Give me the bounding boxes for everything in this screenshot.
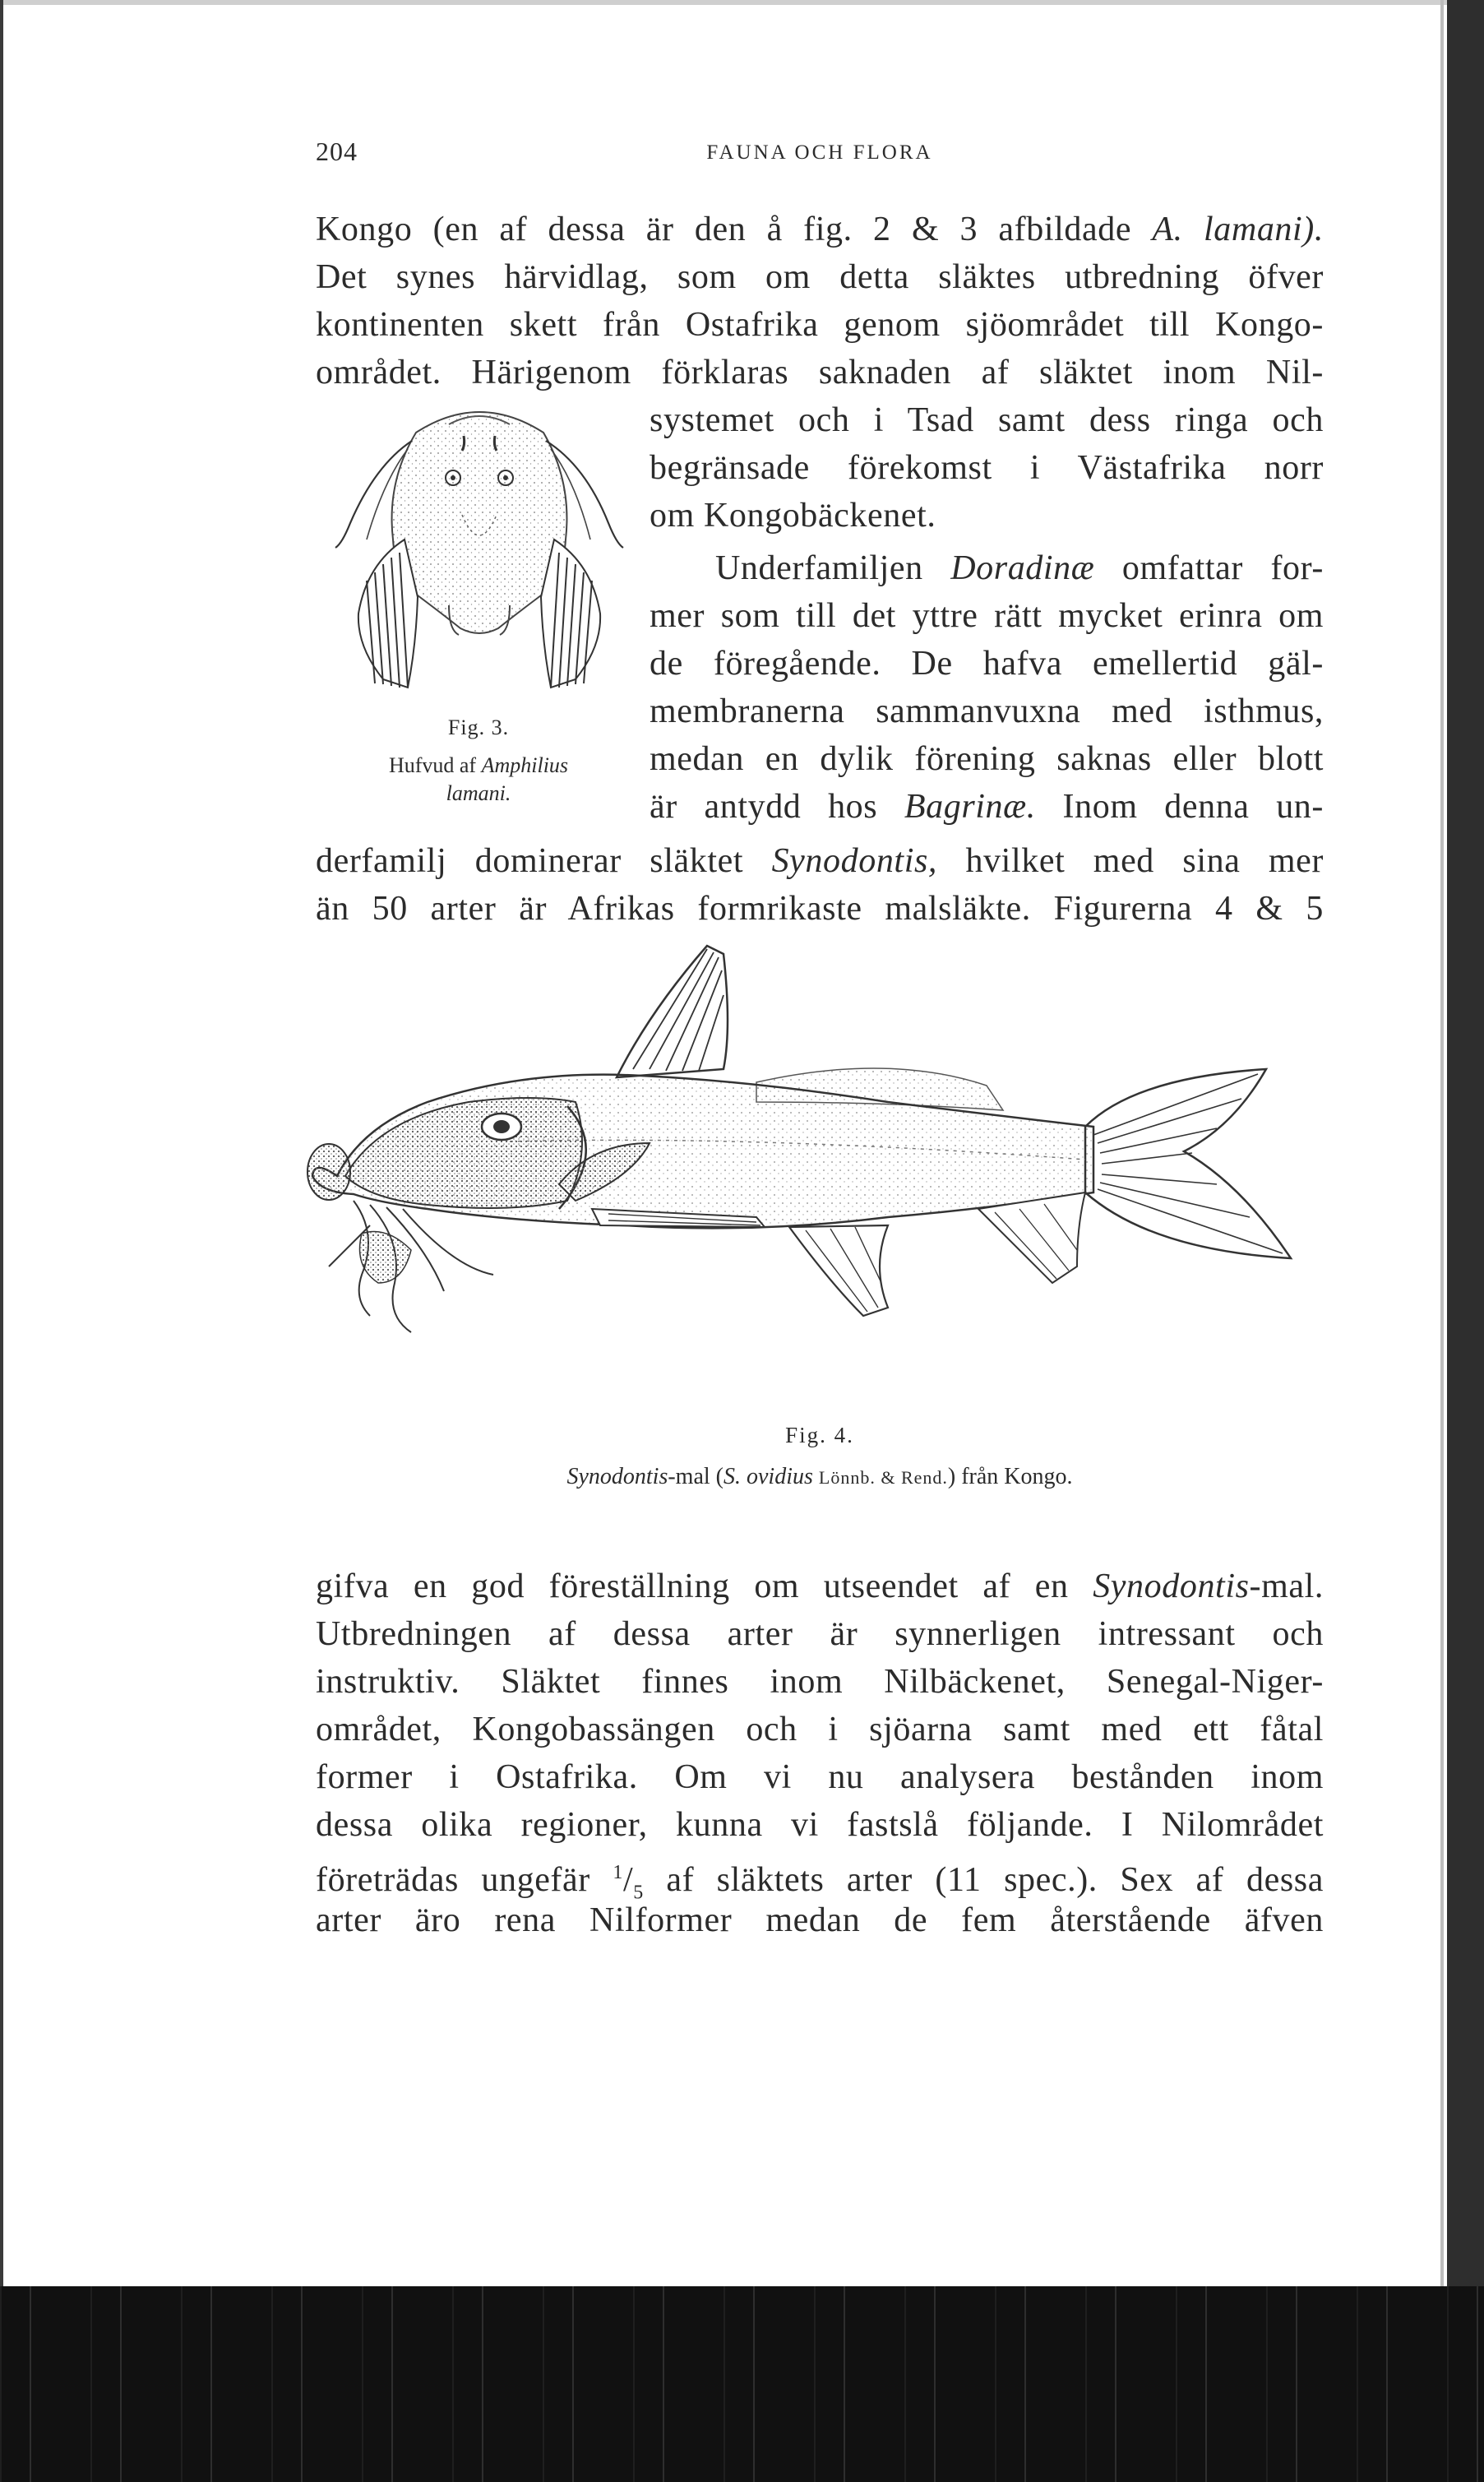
- text-line: om Kongobäckenet.: [650, 497, 936, 535]
- figure-3-caption-species: lamani.: [446, 781, 511, 805]
- text-line: derfamilj dominerar släktet Synodontis, hvilket med sina mer: [316, 842, 1324, 880]
- text-line: än 50 arter är Afrikas formrikaste malsläkte. Figurerna 4 & 5: [316, 890, 1324, 928]
- text-line: området. Härigenom förklaras saknaden af släktet inom Nil-: [316, 354, 1324, 391]
- page-number: 204: [316, 137, 358, 166]
- text-line: Kongo (en af dessa är den å fig. 2 & 3 afbildade A. lamani).: [316, 211, 1324, 248]
- text-line: de föregående. De hafva emellertid gäl-: [650, 645, 1324, 683]
- text-line: gifva en god föreställning om utseendet af en Synodontis-mal.: [316, 1567, 1324, 1605]
- text-line: dessa olika regioner, kunna vi fastslå följande. I Nilområdet: [316, 1806, 1324, 1844]
- text-line: membranerna sammanvuxna med isthmus,: [650, 692, 1324, 730]
- text-line: arter äro rena Nilformer medan de fem återstående äfven: [316, 1901, 1324, 1939]
- scan-bottom-band: [0, 2286, 1484, 2482]
- book-page: [316, 0, 1324, 2286]
- text-line: Det synes härvidlag, som om detta släktes utbredning öfver: [316, 258, 1324, 296]
- text-line: medan en dylik förening saknas eller blott: [650, 740, 1324, 778]
- scan-right-edge: [1440, 0, 1444, 2286]
- text-line: Utbredningen af dessa arter är synnerligen intressant och: [316, 1615, 1324, 1653]
- text-line: är antydd hos Bagrinæ. Inom denna un-: [650, 788, 1324, 826]
- text-line: området, Kongobassängen och i sjöarna samt med ett fåtal: [316, 1711, 1324, 1748]
- text-line: kontinenten skett från Ostafrika genom sjöområdet till Kongo-: [316, 306, 1324, 344]
- running-head: FAUNA OCH FLORA: [706, 141, 933, 164]
- scan-right-border: [1447, 0, 1484, 2286]
- text-line: systemet och i Tsad samt dess ringa och: [650, 401, 1324, 439]
- text-line: mer som till det yttre rätt mycket erinra om: [650, 597, 1324, 635]
- text-line: Underfamiljen Doradinæ omfattar for-: [715, 549, 1324, 587]
- text-line: företrädas ungefär $^1/_5$ af släktets arter (11 spec.). Sex af dessa: [316, 1861, 1324, 1904]
- text-line: begränsade förekomst i Västafrika norr: [650, 449, 1324, 487]
- scan-left-border: [0, 0, 3, 2286]
- figure-3-number: Fig. 3.: [447, 715, 510, 739]
- figure-4-caption: Synodontis-mal (S. ovidius Lönnb. & Rend.) från Kongo.: [566, 1464, 1073, 1489]
- text-line: former i Ostafrika. Om vi nu analysera bestånden inom: [316, 1758, 1324, 1796]
- figure-3-illustration: [326, 400, 633, 720]
- figure-3-caption: Hufvud af Amphilius: [388, 753, 569, 777]
- figure-4-number: Fig. 4.: [785, 1423, 854, 1447]
- page-header: [316, 137, 1324, 176]
- text-line: instruktiv. Släktet finnes inom Nilbäckenet, Senegal-Niger-: [316, 1663, 1324, 1701]
- figure-4-illustration: [263, 938, 1381, 1365]
